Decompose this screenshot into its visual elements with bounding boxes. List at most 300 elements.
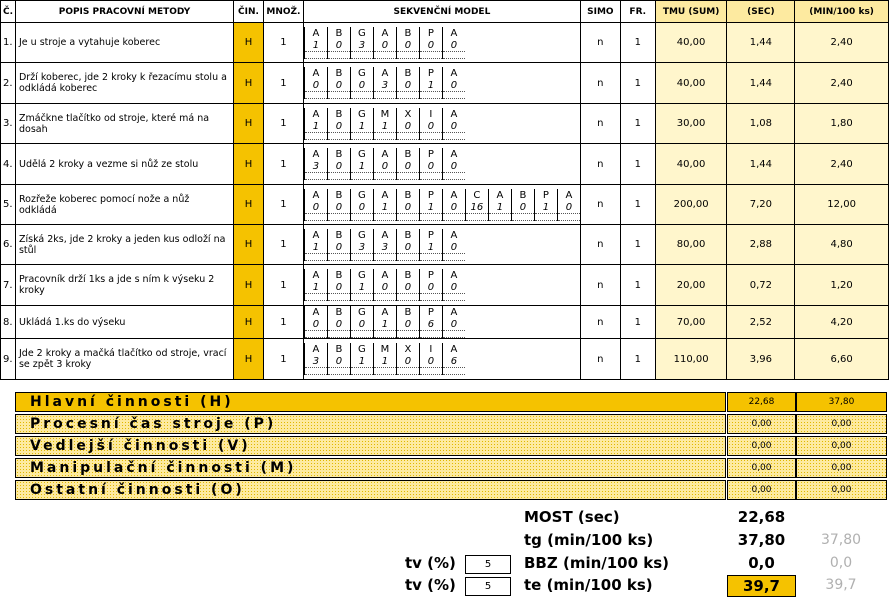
- sequence-cell[interactable]: [534, 189, 557, 221]
- sequence-blank: [374, 214, 396, 221]
- sequence-index[interactable]: 0: [397, 202, 419, 214]
- row-activity-type[interactable]: H: [233, 339, 263, 380]
- sequence-index[interactable]: 3: [374, 80, 396, 92]
- row-description[interactable]: Ukládá 1.ks do výseku: [15, 306, 233, 339]
- sequence-index[interactable]: 0: [558, 202, 580, 214]
- row-sequence-model: [303, 63, 580, 104]
- sequence-cell[interactable]: [373, 343, 396, 375]
- summary-min-value[interactable]: 37,80: [796, 392, 887, 412]
- sequence-cell[interactable]: [327, 229, 350, 261]
- row-description[interactable]: Drží koberec, jde 2 kroky k řezacímu stolu a odkládá koberec: [15, 63, 233, 104]
- sequence-cell[interactable]: [350, 27, 373, 59]
- sequence-index[interactable]: 1: [374, 202, 396, 214]
- table-row: [1, 144, 889, 185]
- row-tmu: 70,00: [655, 306, 727, 339]
- most-value[interactable]: 22,68: [737, 508, 786, 526]
- sequence-cell[interactable]: [350, 148, 373, 180]
- row-activity-type[interactable]: H: [233, 265, 263, 306]
- sequence-index[interactable]: 6: [443, 356, 465, 368]
- summary-sec-value[interactable]: 0,00: [727, 458, 796, 478]
- sequence-letter: P: [427, 270, 434, 281]
- row-minutes: 12,00: [795, 185, 889, 225]
- sequence-index[interactable]: 0: [443, 80, 465, 92]
- sequence-cell[interactable]: [419, 343, 442, 375]
- sequence-blank: [420, 331, 442, 338]
- sequence-letter: B: [335, 149, 343, 160]
- row-activity-type[interactable]: H: [233, 306, 263, 339]
- summary-sec-value[interactable]: 0,00: [727, 414, 796, 434]
- tg-label: tg (min/100 ks): [524, 531, 654, 549]
- sequence-cell[interactable]: [327, 306, 350, 338]
- row-frequency[interactable]: 1: [620, 339, 655, 380]
- sequence-grid: [304, 148, 580, 180]
- sequence-cell[interactable]: [396, 229, 419, 261]
- sequence-cell[interactable]: [373, 108, 396, 140]
- row-minutes: 4,80: [795, 225, 889, 265]
- row-simo[interactable]: n: [580, 185, 620, 225]
- sequence-letter: A: [565, 189, 573, 201]
- sequence-cell[interactable]: [304, 27, 327, 59]
- sequence-index[interactable]: 0: [374, 161, 396, 173]
- sequence-index[interactable]: 0: [328, 40, 350, 52]
- summary-row-secondary[interactable]: [15, 436, 726, 456]
- row-seconds: 3,96: [727, 339, 795, 380]
- sequence-cell[interactable]: [327, 148, 350, 180]
- sequence-blank: [305, 214, 327, 221]
- sequence-letter: A: [450, 189, 458, 201]
- row-simo[interactable]: n: [580, 225, 620, 265]
- row-simo[interactable]: n: [580, 63, 620, 104]
- sequence-cell[interactable]: [350, 189, 373, 221]
- sequence-cell[interactable]: [373, 148, 396, 180]
- sequence-cell[interactable]: [373, 306, 396, 338]
- sequence-cell[interactable]: [419, 229, 442, 261]
- sequence-cell[interactable]: [442, 108, 465, 140]
- sequence-index[interactable]: 0: [328, 319, 350, 331]
- row-simo[interactable]: n: [580, 306, 620, 339]
- sequence-index[interactable]: 0: [397, 242, 419, 254]
- sequence-cell[interactable]: [327, 189, 350, 221]
- row-tmu: 40,00: [655, 144, 727, 185]
- sequence-letter: P: [427, 149, 434, 160]
- row-minutes: 1,80: [795, 104, 889, 144]
- sequence-cell[interactable]: [442, 269, 465, 301]
- sequence-index[interactable]: 0: [328, 80, 350, 92]
- sequence-blank: [328, 133, 350, 140]
- sequence-letter: B: [404, 149, 412, 160]
- sequence-blank: [443, 294, 465, 301]
- sequence-index[interactable]: 0: [397, 40, 419, 52]
- sequence-blank: [443, 368, 465, 375]
- sequence-index[interactable]: 0: [351, 80, 373, 92]
- sequence-blank: [443, 133, 465, 140]
- tv-input-2[interactable]: 5: [465, 577, 511, 596]
- sequence-letter: P: [542, 189, 549, 201]
- sequence-index[interactable]: 0: [305, 202, 327, 214]
- row-frequency[interactable]: 1: [620, 306, 655, 339]
- row-description[interactable]: Získá 2ks, jde 2 kroky a jeden kus odloží na stůl: [15, 225, 233, 265]
- sequence-letter: A: [312, 149, 320, 160]
- row-number: 1.: [1, 23, 16, 63]
- sequence-index[interactable]: 0: [512, 202, 534, 214]
- sequence-cell[interactable]: [488, 189, 511, 221]
- sequence-blank: [305, 133, 327, 140]
- row-description[interactable]: Zmáčkne tlačítko od stroje, které má na dosah: [15, 104, 233, 144]
- sequence-index[interactable]: 1: [535, 202, 557, 214]
- sequence-index[interactable]: 1: [374, 356, 396, 368]
- sequence-cell[interactable]: [465, 189, 488, 221]
- sequence-letter: A: [312, 344, 320, 355]
- sequence-index[interactable]: 0: [374, 40, 396, 52]
- sequence-index[interactable]: 6: [420, 319, 442, 331]
- sequence-blank: [305, 331, 327, 338]
- sequence-cell[interactable]: [373, 189, 396, 221]
- sequence-grid: [304, 67, 580, 99]
- row-seconds: 1,44: [727, 144, 795, 185]
- row-quantity[interactable]: 1: [263, 185, 303, 225]
- sequence-cell[interactable]: [396, 306, 419, 338]
- sequence-cell[interactable]: [304, 148, 327, 180]
- sequence-index[interactable]: 1: [351, 121, 373, 133]
- tg-value[interactable]: 37,80: [737, 531, 786, 549]
- row-activity-type[interactable]: H: [233, 225, 263, 265]
- sequence-blank: [305, 368, 327, 375]
- row-minutes: 4,20: [795, 306, 889, 339]
- sequence-cell[interactable]: [373, 269, 396, 301]
- sequence-index[interactable]: 0: [443, 242, 465, 254]
- sequence-index[interactable]: 0: [443, 161, 465, 173]
- sequence-letter: A: [381, 270, 389, 281]
- sequence-index[interactable]: 0: [443, 40, 465, 52]
- sequence-index[interactable]: 1: [351, 161, 373, 173]
- bbz-value[interactable]: 0,0: [748, 554, 775, 572]
- tv-input[interactable]: 5: [465, 555, 511, 574]
- sequence-cell[interactable]: [304, 108, 327, 140]
- row-tmu: 80,00: [655, 225, 727, 265]
- summary-min-value[interactable]: 0,00: [796, 480, 887, 500]
- row-activity-type[interactable]: H: [233, 104, 263, 144]
- summary-min-value[interactable]: 0,00: [796, 414, 887, 434]
- row-simo[interactable]: n: [580, 339, 620, 380]
- summary-row-process[interactable]: [15, 414, 726, 434]
- sequence-index[interactable]: 16: [466, 202, 488, 214]
- col-header-sec: (SEC): [727, 1, 795, 23]
- sequence-blank: [397, 52, 419, 59]
- sequence-index[interactable]: 0: [328, 121, 350, 133]
- sequence-index[interactable]: 0: [420, 121, 442, 133]
- sequence-letter: P: [427, 229, 434, 241]
- sequence-index[interactable]: 1: [351, 282, 373, 294]
- sequence-index[interactable]: 0: [328, 282, 350, 294]
- sequence-cell[interactable]: [419, 269, 442, 301]
- sequence-index[interactable]: 0: [443, 121, 465, 133]
- col-header-fr: FR.: [620, 1, 655, 23]
- sequence-blank: [328, 368, 350, 375]
- sequence-index[interactable]: 0: [305, 319, 327, 331]
- sequence-cell[interactable]: [304, 343, 327, 375]
- sequence-blank: [443, 331, 465, 338]
- row-simo[interactable]: n: [580, 23, 620, 63]
- sequence-index[interactable]: 3: [374, 242, 396, 254]
- sequence-index[interactable]: 0: [351, 319, 373, 331]
- sequence-letter: A: [496, 189, 504, 201]
- tg-grey-value: 37,80: [820, 532, 862, 548]
- sequence-index[interactable]: 0: [374, 282, 396, 294]
- sequence-cell[interactable]: [327, 27, 350, 59]
- sequence-letter: A: [312, 108, 320, 120]
- summary-row-main[interactable]: [15, 392, 726, 412]
- col-header-min: (MIN/100 ks): [795, 1, 889, 23]
- sequence-cell[interactable]: [396, 108, 419, 140]
- row-description[interactable]: Pracovník drží 1ks a jde s ním k výseku 2 kroky: [15, 265, 233, 306]
- sequence-cell[interactable]: [373, 27, 396, 59]
- sequence-blank: [374, 254, 396, 261]
- sequence-cell[interactable]: [304, 269, 327, 301]
- sequence-cell[interactable]: [442, 148, 465, 180]
- sequence-index[interactable]: 1: [420, 202, 442, 214]
- summary-row-other[interactable]: [15, 480, 726, 500]
- row-description[interactable]: Udělá 2 kroky a vezme si nůž ze stolu: [15, 144, 233, 185]
- sequence-cell[interactable]: [327, 269, 350, 301]
- sequence-index[interactable]: 1: [351, 356, 373, 368]
- sequence-blank: [374, 133, 396, 140]
- sequence-index[interactable]: 3: [305, 356, 327, 368]
- row-number: 5.: [1, 185, 16, 225]
- sequence-index[interactable]: 3: [305, 161, 327, 173]
- row-quantity[interactable]: 1: [263, 339, 303, 380]
- sequence-letter: A: [450, 229, 458, 241]
- sequence-index[interactable]: 0: [397, 161, 419, 173]
- sequence-index[interactable]: 0: [397, 282, 419, 294]
- sequence-blank: [351, 133, 373, 140]
- row-frequency[interactable]: 1: [620, 104, 655, 144]
- tv-label-2: tv (%): [405, 576, 456, 594]
- row-sequence-model: [303, 104, 580, 144]
- sequence-cell[interactable]: [396, 189, 419, 221]
- sequence-letter: B: [335, 108, 343, 120]
- sequence-grid: [304, 229, 580, 261]
- sequence-index[interactable]: 1: [305, 282, 327, 294]
- sequence-cell[interactable]: [350, 229, 373, 261]
- sequence-blank: [351, 92, 373, 99]
- sequence-cell[interactable]: [350, 306, 373, 338]
- row-simo[interactable]: n: [580, 144, 620, 185]
- sequence-cell[interactable]: [396, 148, 419, 180]
- row-sequence-model: [303, 185, 580, 225]
- sequence-letter: I: [429, 108, 433, 120]
- row-frequency[interactable]: 1: [620, 185, 655, 225]
- sequence-index[interactable]: 1: [374, 121, 396, 133]
- sequence-cell[interactable]: [419, 67, 442, 99]
- sequence-index[interactable]: 0: [420, 161, 442, 173]
- sequence-blank: [397, 331, 419, 338]
- sequence-index[interactable]: 0: [397, 80, 419, 92]
- sequence-index[interactable]: 1: [489, 202, 511, 214]
- sequence-cell[interactable]: [557, 189, 580, 221]
- sequence-index[interactable]: 0: [443, 319, 465, 331]
- sequence-letter: G: [358, 68, 366, 79]
- row-description[interactable]: Jde 2 kroky a mačká tlačítko od stroje, vrací se zpět 3 kroky: [15, 339, 233, 380]
- row-activity-type[interactable]: H: [233, 144, 263, 185]
- sequence-index[interactable]: 0: [420, 282, 442, 294]
- row-activity-type[interactable]: H: [233, 23, 263, 63]
- sequence-letter: B: [335, 229, 343, 241]
- sequence-cell[interactable]: [373, 229, 396, 261]
- sequence-cell[interactable]: [511, 189, 534, 221]
- sequence-blank: [328, 331, 350, 338]
- sequence-blank: [328, 92, 350, 99]
- sequence-letter: G: [358, 307, 366, 318]
- sequence-cell[interactable]: [442, 67, 465, 99]
- sequence-index[interactable]: 0: [397, 356, 419, 368]
- sequence-blank: [397, 368, 419, 375]
- row-sequence-model: [303, 23, 580, 63]
- row-number: 2.: [1, 63, 16, 104]
- sequence-blank: [397, 294, 419, 301]
- row-number: 8.: [1, 306, 16, 339]
- sequence-blank: [351, 254, 373, 261]
- sequence-letter: B: [335, 307, 343, 318]
- sequence-index[interactable]: 1: [305, 40, 327, 52]
- row-quantity[interactable]: 1: [263, 144, 303, 185]
- sequence-blank: [305, 92, 327, 99]
- sequence-index[interactable]: 3: [351, 40, 373, 52]
- sequence-cell[interactable]: [442, 229, 465, 261]
- sequence-cell[interactable]: [419, 108, 442, 140]
- row-activity-type[interactable]: H: [233, 63, 263, 104]
- row-seconds: 1,44: [727, 63, 795, 104]
- sequence-index[interactable]: 1: [420, 80, 442, 92]
- row-frequency[interactable]: 1: [620, 265, 655, 306]
- sequence-index[interactable]: 0: [328, 242, 350, 254]
- row-quantity[interactable]: 1: [263, 104, 303, 144]
- row-tmu: 40,00: [655, 63, 727, 104]
- sequence-letter: G: [358, 149, 366, 160]
- sequence-index[interactable]: 0: [420, 356, 442, 368]
- sequence-letter: X: [404, 108, 412, 120]
- col-header-cin: ČIN.: [233, 1, 263, 23]
- sequence-cell[interactable]: [350, 108, 373, 140]
- sequence-blank: [351, 294, 373, 301]
- sequence-letter: B: [404, 68, 412, 79]
- summary-min-value[interactable]: 0,00: [796, 436, 887, 456]
- te-grey-value: 39,7: [825, 577, 857, 593]
- sequence-blank: [397, 254, 419, 261]
- summary-sec-value[interactable]: 0,00: [727, 480, 796, 500]
- row-simo[interactable]: n: [580, 104, 620, 144]
- sequence-blank: [328, 173, 350, 180]
- sequence-cell[interactable]: [350, 67, 373, 99]
- sequence-index[interactable]: 3: [351, 242, 373, 254]
- sequence-letter: B: [404, 307, 412, 318]
- sequence-index[interactable]: 1: [374, 319, 396, 331]
- sequence-cell[interactable]: [419, 27, 442, 59]
- sequence-cell[interactable]: [327, 108, 350, 140]
- row-frequency[interactable]: 1: [620, 225, 655, 265]
- row-description[interactable]: Je u stroje a vytahuje koberec: [15, 23, 233, 63]
- sequence-blank: [328, 52, 350, 59]
- row-quantity[interactable]: 1: [263, 23, 303, 63]
- row-minutes: 6,60: [795, 339, 889, 380]
- sequence-cell[interactable]: [442, 306, 465, 338]
- row-simo[interactable]: n: [580, 265, 620, 306]
- sequence-index[interactable]: 0: [443, 202, 465, 214]
- row-seconds: 2,52: [727, 306, 795, 339]
- summary-label: Procesní čas stroje (P): [30, 416, 277, 432]
- sequence-blank: [420, 92, 442, 99]
- sequence-cell[interactable]: [373, 67, 396, 99]
- summary-label: Manipulační činnosti (M): [30, 460, 297, 476]
- sequence-letter: A: [450, 108, 458, 120]
- sequence-index[interactable]: 0: [328, 356, 350, 368]
- sequence-cell[interactable]: [304, 67, 327, 99]
- row-quantity[interactable]: 1: [263, 265, 303, 306]
- sequence-cell[interactable]: [350, 343, 373, 375]
- row-frequency[interactable]: 1: [620, 144, 655, 185]
- te-value[interactable]: 39,7: [727, 575, 796, 597]
- summary-sec-value[interactable]: 22,68: [727, 392, 796, 412]
- row-frequency[interactable]: 1: [620, 63, 655, 104]
- sequence-cell[interactable]: [304, 189, 327, 221]
- summary-sec-value[interactable]: 0,00: [727, 436, 796, 456]
- sequence-cell[interactable]: [442, 27, 465, 59]
- sequence-index[interactable]: 0: [305, 80, 327, 92]
- sequence-cell[interactable]: [350, 269, 373, 301]
- sequence-index[interactable]: 0: [397, 319, 419, 331]
- sequence-index[interactable]: 0: [328, 161, 350, 173]
- sequence-index[interactable]: 0: [351, 202, 373, 214]
- sequence-letter: A: [381, 307, 389, 318]
- sequence-cell[interactable]: [396, 67, 419, 99]
- row-frequency[interactable]: 1: [620, 23, 655, 63]
- sequence-letter: A: [312, 189, 320, 201]
- sequence-index[interactable]: 0: [328, 202, 350, 214]
- row-quantity[interactable]: 1: [263, 225, 303, 265]
- row-activity-type[interactable]: H: [233, 185, 263, 225]
- sequence-blank: [558, 214, 580, 221]
- summary-min-value[interactable]: 0,00: [796, 458, 887, 478]
- row-quantity[interactable]: 1: [263, 306, 303, 339]
- sequence-index[interactable]: 1: [305, 242, 327, 254]
- sequence-cell[interactable]: [327, 67, 350, 99]
- sequence-cell[interactable]: [304, 306, 327, 338]
- sequence-index[interactable]: 1: [305, 121, 327, 133]
- row-quantity[interactable]: 1: [263, 63, 303, 104]
- sequence-index[interactable]: 1: [420, 242, 442, 254]
- sequence-cell[interactable]: [396, 269, 419, 301]
- sequence-cell[interactable]: [419, 306, 442, 338]
- row-description[interactable]: Rozřeže koberec pomocí nože a nůž odkládá: [15, 185, 233, 225]
- sequence-letter: A: [450, 344, 458, 355]
- sequence-cell[interactable]: [304, 229, 327, 261]
- sequence-cell[interactable]: [442, 189, 465, 221]
- sequence-letter: B: [404, 229, 412, 241]
- sequence-cell[interactable]: [419, 189, 442, 221]
- sequence-cell[interactable]: [396, 27, 419, 59]
- sequence-cell[interactable]: [327, 343, 350, 375]
- sequence-letter: A: [450, 27, 458, 39]
- sequence-cell[interactable]: [442, 343, 465, 375]
- sequence-cell[interactable]: [419, 148, 442, 180]
- summary-row-manipulation[interactable]: [15, 458, 726, 478]
- sequence-grid: [304, 108, 580, 140]
- sequence-cell[interactable]: [396, 343, 419, 375]
- sequence-letter: P: [427, 307, 434, 318]
- sequence-index[interactable]: 0: [443, 282, 465, 294]
- sequence-index[interactable]: 0: [397, 121, 419, 133]
- sequence-index[interactable]: 0: [420, 40, 442, 52]
- sequence-blank: [351, 52, 373, 59]
